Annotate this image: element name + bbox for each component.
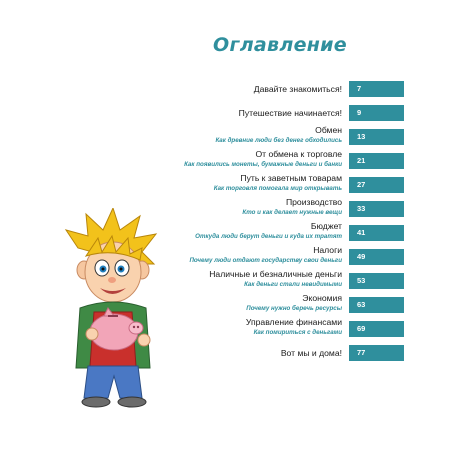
toc-row-8[interactable] bbox=[150, 245, 404, 269]
toc-row-title: Производство bbox=[285, 197, 342, 207]
toc-row-title: Путь к заветным товарам bbox=[240, 173, 342, 183]
toc-row-title: Наличные и безналичные деньги bbox=[209, 269, 342, 279]
toc-page-number: 41 bbox=[349, 225, 404, 241]
toc-row-11[interactable] bbox=[150, 317, 404, 341]
toc-row-9[interactable] bbox=[150, 269, 404, 293]
toc-row-7[interactable] bbox=[150, 221, 404, 245]
toc-row-title: Бюджет bbox=[310, 221, 342, 231]
toc-page-number: 21 bbox=[349, 153, 404, 169]
boy-with-piggy-bank-icon bbox=[58, 208, 168, 408]
toc-row-subtitle: Почему нужно беречь ресурсы bbox=[246, 305, 342, 312]
toc-row-title: Управление финансами bbox=[245, 317, 342, 327]
toc-page-number: 27 bbox=[349, 177, 404, 193]
toc-page-number: 69 bbox=[349, 321, 404, 337]
toc-row-title: От обмена к торговле bbox=[255, 149, 342, 159]
toc-row-title: Путешествие начинается! bbox=[238, 108, 342, 118]
toc-row-10[interactable] bbox=[150, 293, 404, 317]
toc-row-2[interactable] bbox=[150, 101, 404, 125]
toc-row-title: Вот мы и дома! bbox=[280, 348, 342, 358]
toc-page-number: 7 bbox=[349, 81, 404, 97]
page-title: Оглавление bbox=[213, 34, 347, 56]
toc-row-4[interactable] bbox=[150, 149, 404, 173]
toc-row-subtitle: Откуда люди берут деньги и куда их тратят bbox=[195, 233, 342, 240]
toc-row-subtitle: Почему люди отдают государству свои деньги bbox=[189, 257, 342, 264]
toc-page-number: 63 bbox=[349, 297, 404, 313]
toc-row-title: Давайте знакомиться! bbox=[253, 84, 342, 94]
toc-row-subtitle: Как торговля помогала мир открывать bbox=[213, 185, 342, 192]
toc-row-subtitle: Как появились монеты, бумажные деньги и банки bbox=[184, 161, 342, 168]
toc-row-subtitle: Как древние люди без денег обходились bbox=[215, 137, 342, 144]
toc-row-subtitle: Кто и как делает нужные вещи bbox=[242, 209, 342, 216]
toc-page-number: 77 bbox=[349, 345, 404, 361]
toc-page-number: 9 bbox=[349, 105, 404, 121]
toc-page-number: 53 bbox=[349, 273, 404, 289]
toc-row-title: Обмен bbox=[315, 125, 342, 135]
toc-row-5[interactable] bbox=[150, 173, 404, 197]
toc-row-subtitle: Как помириться с деньгами bbox=[253, 329, 342, 336]
toc-page-number: 49 bbox=[349, 249, 404, 265]
toc-row-subtitle: Как деньги стали невидимыми bbox=[244, 281, 342, 288]
toc-row-1[interactable] bbox=[150, 77, 404, 101]
toc-row-12[interactable] bbox=[150, 341, 404, 365]
toc-row-title: Налоги bbox=[313, 245, 342, 255]
toc-row-6[interactable] bbox=[150, 197, 404, 221]
toc-row-3[interactable] bbox=[150, 125, 404, 149]
toc-row-title: Экономия bbox=[302, 293, 342, 303]
toc-page-number: 13 bbox=[349, 129, 404, 145]
toc-page-number: 33 bbox=[349, 201, 404, 217]
